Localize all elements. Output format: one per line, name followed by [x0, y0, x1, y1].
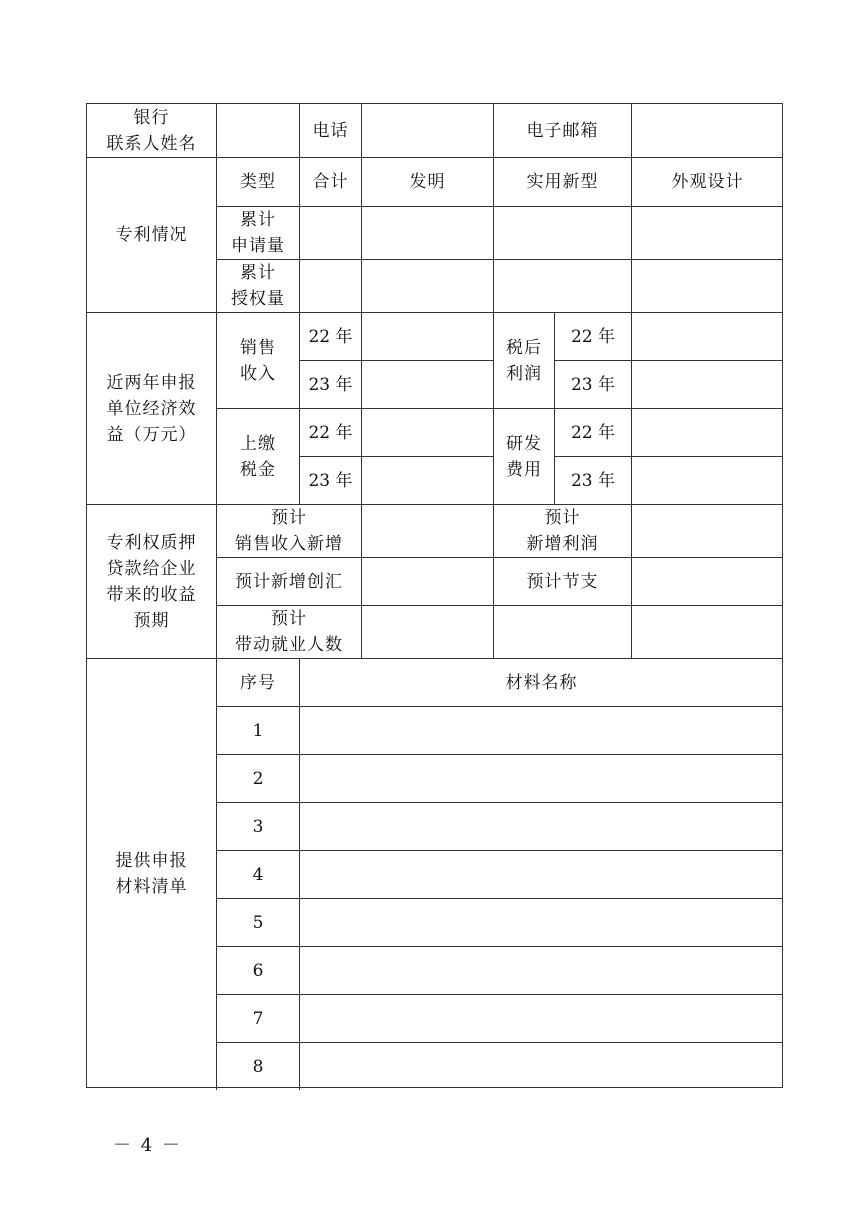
materials-row-name[interactable]	[299, 850, 783, 898]
tax-23-value[interactable]	[361, 456, 493, 504]
sales-year-23	[299, 360, 361, 408]
rd-year-23	[554, 456, 631, 504]
materials-row-number	[216, 802, 299, 850]
expected-savings-label-text: 预计节支	[526, 571, 599, 592]
expected-employment-value[interactable]	[361, 605, 493, 658]
materials-name-header-text: 材料名称	[505, 672, 578, 693]
patent-col-design-text: 外观设计	[671, 172, 744, 192]
profit-year-23-text: 23 年	[570, 374, 616, 395]
materials-seq-header-text: 序号	[240, 672, 276, 693]
expected-extra-cell-2[interactable]	[631, 605, 783, 658]
rd-year-23-text: 23 年	[570, 470, 616, 491]
profit-year-22-text: 22 年	[570, 326, 616, 347]
email-value[interactable]	[631, 103, 783, 157]
email-label-text: 电子邮箱	[526, 120, 599, 141]
expected-profit-label	[493, 504, 631, 557]
materials-row-name[interactable]	[299, 754, 783, 802]
materials-name-header	[299, 658, 783, 706]
patent-section-label-text: 专利情况	[115, 225, 188, 245]
page-number: － 4 －	[113, 1135, 182, 1156]
phone-value[interactable]	[361, 103, 493, 157]
expected-section-label-text: 专利权质押 贷款给企业 带来的收益 预期	[106, 532, 197, 631]
profit-22-value[interactable]	[631, 312, 783, 360]
rd-22-value[interactable]	[631, 408, 783, 456]
patent-col-total	[299, 157, 361, 206]
tax-22-value[interactable]	[361, 408, 493, 456]
sales-revenue-label-text: 销售 收入	[240, 337, 276, 384]
patent-col-utility	[493, 157, 631, 206]
expected-profit-value[interactable]	[631, 504, 783, 557]
email-label	[493, 103, 631, 157]
materials-row-number-text: 3	[252, 816, 264, 837]
materials-row-name[interactable]	[299, 994, 783, 1042]
materials-row-number-text: 4	[252, 864, 264, 885]
patent-col-invention-text: 发明	[409, 172, 446, 192]
materials-row-name[interactable]	[299, 802, 783, 850]
patent-col-total-text: 合计	[312, 172, 349, 192]
materials-row-number	[216, 994, 299, 1042]
patent-applied-design[interactable]	[631, 206, 783, 259]
rd-year-22	[554, 408, 631, 456]
tax-paid-label	[216, 408, 299, 504]
patent-col-invention	[361, 157, 493, 206]
expected-forex-value[interactable]	[361, 557, 493, 605]
sales-year-22-text: 22 年	[308, 326, 353, 347]
materials-section-label-text: 提供申报 材料清单	[115, 850, 188, 897]
materials-row-number	[216, 946, 299, 994]
patent-applied-utility[interactable]	[493, 206, 631, 259]
rd-expense-label-text: 研发 费用	[506, 433, 542, 480]
expected-employment-label-text: 预计 带动就业人数	[235, 609, 343, 655]
materials-row-number-text: 2	[252, 768, 264, 789]
rd-expense-label	[493, 408, 554, 504]
expected-extra-cell-1[interactable]	[493, 605, 631, 658]
materials-row-number	[216, 1042, 299, 1090]
expected-section-label	[86, 504, 216, 658]
patent-type-label	[216, 157, 299, 206]
patent-section-label	[86, 157, 216, 312]
materials-seq-header	[216, 658, 299, 706]
phone-label-text: 电话	[312, 120, 349, 141]
patent-row-applied-text: 累计 申请量	[231, 210, 285, 256]
expected-savings-value[interactable]	[631, 557, 783, 605]
profit-23-value[interactable]	[631, 360, 783, 408]
expected-employment-label	[216, 605, 361, 658]
phone-label	[299, 103, 361, 157]
profit-year-22	[554, 312, 631, 360]
patent-granted-utility[interactable]	[493, 259, 631, 312]
patent-row-granted-text: 累计 授权量	[231, 263, 285, 309]
bank-contact-label	[86, 103, 216, 157]
application-form-table	[86, 103, 783, 1088]
sales-year-22	[299, 312, 361, 360]
materials-row-number-text: 5	[252, 912, 264, 933]
patent-row-applied-label	[216, 206, 299, 259]
expected-savings-label	[493, 557, 631, 605]
materials-row-number	[216, 706, 299, 754]
tax-year-23-text: 23 年	[308, 470, 353, 491]
tax-year-23	[299, 456, 361, 504]
materials-row-name[interactable]	[299, 946, 783, 994]
rd-23-value[interactable]	[631, 456, 783, 504]
expected-sales-label-text: 预计 销售收入新增	[235, 508, 343, 554]
expected-forex-label	[216, 557, 361, 605]
after-tax-profit-label	[493, 312, 554, 408]
materials-row-name[interactable]	[299, 898, 783, 946]
expected-sales-label	[216, 504, 361, 557]
expected-forex-label-text: 预计新增创汇	[235, 571, 343, 592]
sales-revenue-label	[216, 312, 299, 408]
materials-row-number-text: 8	[252, 1056, 264, 1077]
bank-contact-label-text: 银行 联系人姓名	[106, 107, 197, 154]
sales-22-value[interactable]	[361, 312, 493, 360]
rd-year-22-text: 22 年	[570, 422, 616, 443]
materials-row-name[interactable]	[299, 706, 783, 754]
materials-section-label	[86, 658, 216, 1088]
materials-row-number-text: 7	[252, 1008, 264, 1029]
materials-row-number-text: 6	[252, 960, 264, 981]
patent-granted-invention[interactable]	[361, 259, 493, 312]
sales-23-value[interactable]	[361, 360, 493, 408]
patent-type-label-text: 类型	[240, 172, 276, 192]
patent-row-granted-label	[216, 259, 299, 312]
expected-sales-value[interactable]	[361, 504, 493, 557]
sales-year-23-text: 23 年	[308, 374, 353, 395]
materials-row-number	[216, 850, 299, 898]
tax-year-22	[299, 408, 361, 456]
after-tax-profit-label-text: 税后 利润	[506, 337, 542, 384]
tax-year-22-text: 22 年	[308, 422, 353, 443]
patent-applied-total[interactable]	[299, 206, 361, 259]
patent-col-utility-text: 实用新型	[526, 172, 599, 192]
materials-row-number	[216, 754, 299, 802]
economic-section-label	[86, 312, 216, 504]
profit-year-23	[554, 360, 631, 408]
patent-granted-design[interactable]	[631, 259, 783, 312]
materials-row-number-text: 1	[252, 720, 264, 741]
economic-section-label-text: 近两年申报 单位经济效 益（万元）	[106, 372, 197, 445]
expected-profit-label-text: 预计 新增利润	[526, 508, 599, 554]
patent-granted-total[interactable]	[299, 259, 361, 312]
bank-contact-value[interactable]	[216, 103, 299, 157]
materials-row-number	[216, 898, 299, 946]
patent-col-design	[631, 157, 783, 206]
patent-applied-invention[interactable]	[361, 206, 493, 259]
materials-row-name[interactable]	[299, 1042, 783, 1090]
tax-paid-label-text: 上缴 税金	[240, 433, 276, 480]
